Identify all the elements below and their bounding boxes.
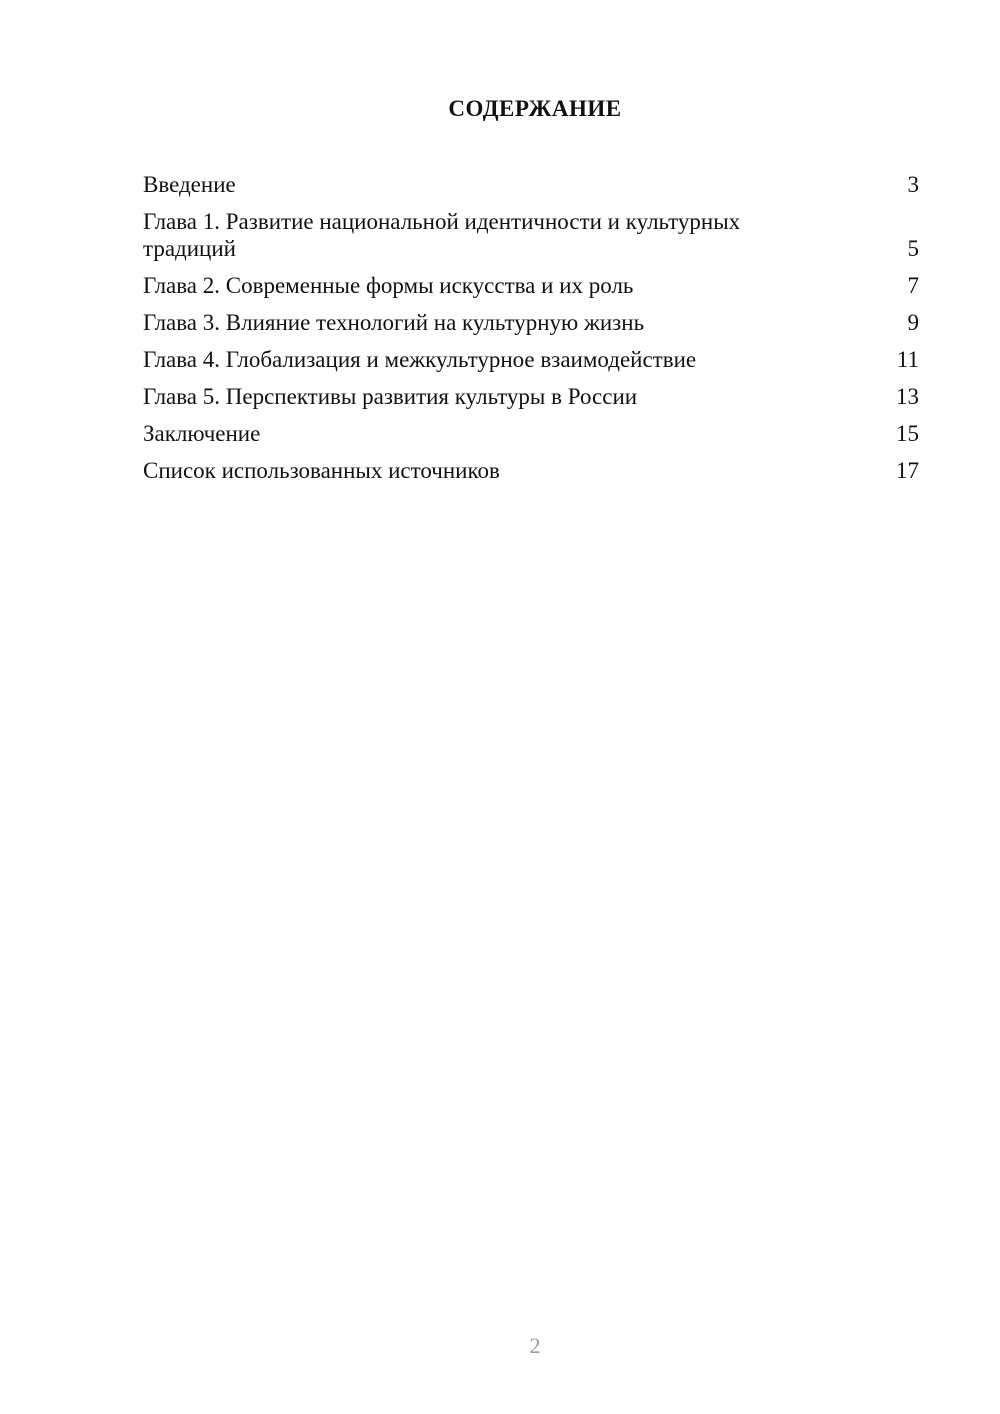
toc-entry-label: Список использованных источников	[143, 458, 500, 483]
toc-title: СОДЕРЖАНИЕ	[448, 96, 622, 121]
toc-entry-page: 3	[907, 172, 919, 197]
toc-entry-label: Глава 1. Развитие национальной идентичности и культурных традиций	[143, 209, 741, 261]
page-number: 2	[529, 1333, 541, 1358]
toc-entry-label: Глава 3. Влияние технологий на культурную жизнь	[143, 310, 645, 335]
toc-entry-page: 11	[896, 347, 919, 372]
toc-entry-label: Глава 2. Современные формы искусства и их роль	[143, 273, 634, 298]
toc-entry-conclusion	[143, 420, 919, 447]
toc-entry-chapter-2	[143, 272, 919, 299]
toc-entry-page: 5	[907, 236, 919, 261]
toc-entry-chapter-4	[143, 346, 919, 373]
toc-entry-label: Введение	[143, 172, 236, 197]
toc-entry-page: 15	[896, 421, 919, 446]
toc-entry-chapter-1	[143, 208, 919, 262]
toc-entry-introduction	[143, 171, 919, 198]
toc-entry-page: 9	[907, 310, 919, 335]
toc-entry-label: Глава 4. Глобализация и межкультурное взаимодействие	[143, 347, 697, 372]
toc-entry-references	[143, 457, 919, 484]
table-of-contents	[143, 171, 919, 494]
toc-entry-chapter-5	[143, 383, 919, 410]
toc-entry-page: 13	[896, 384, 919, 409]
toc-entry-label: Глава 5. Перспективы развития культуры в России	[143, 384, 638, 409]
toc-entry-page: 7	[907, 273, 919, 298]
toc-entry-chapter-3	[143, 309, 919, 336]
toc-entry-label: Заключение	[143, 421, 261, 446]
toc-entry-page: 17	[896, 458, 919, 483]
